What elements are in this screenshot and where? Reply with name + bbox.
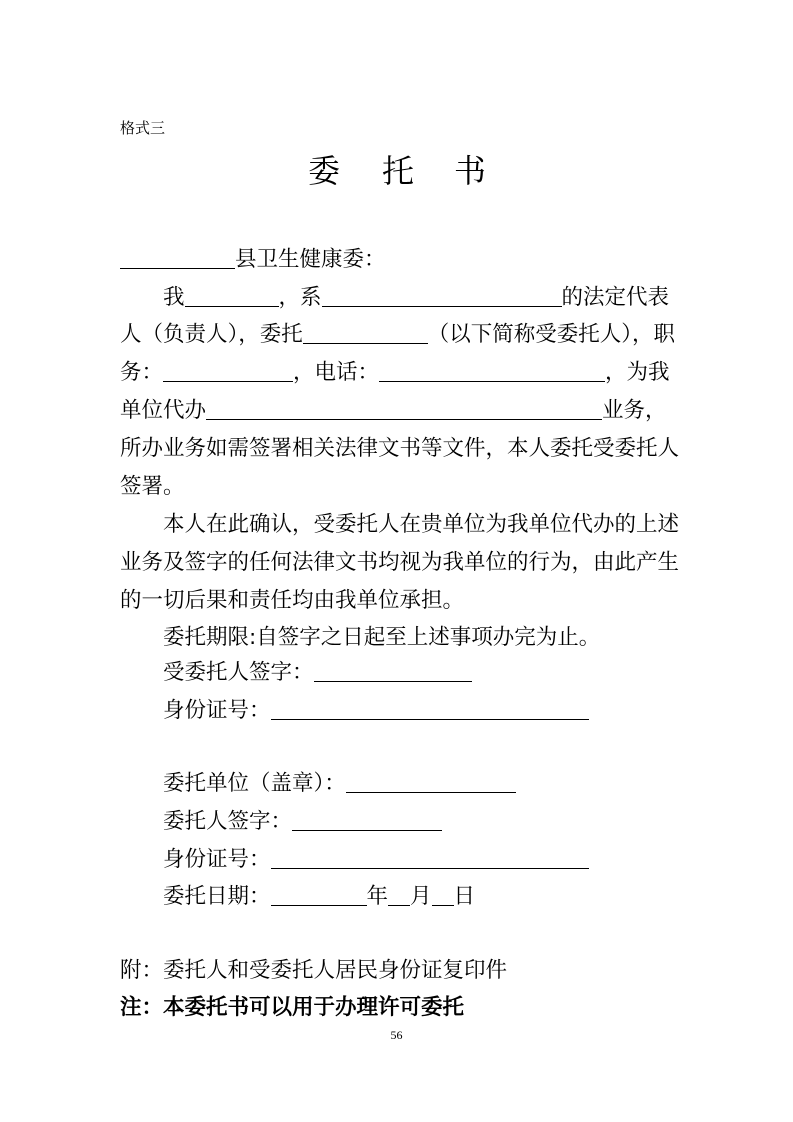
paragraph1-line4 xyxy=(120,398,667,424)
title-char-2: 托 xyxy=(382,152,415,190)
year-blank[interactable] xyxy=(271,885,367,906)
p1l1-pre: 我 xyxy=(163,285,185,310)
paragraph1-line2 xyxy=(120,322,675,348)
paragraph2-line2: 业务及签字的任何法律文书均视为我单位的行为，由此产生 xyxy=(120,550,680,575)
trustee-id-label: 身份证号： xyxy=(163,698,271,723)
trustor-id-line xyxy=(163,847,589,873)
p1l4-pre: 单位代办 xyxy=(120,398,207,423)
trustee-signature-line xyxy=(163,660,472,686)
paragraph1-line6: 签署。 xyxy=(120,474,185,499)
day-label: 日 xyxy=(453,884,476,909)
paragraph1-line3 xyxy=(120,360,670,386)
phone-blank[interactable] xyxy=(379,361,605,382)
p1l3-pre: 务： xyxy=(120,360,164,385)
period-line: 委托期限:自签字之日起至上述事项办完为止。 xyxy=(163,625,601,650)
p1l4-post: 业务， xyxy=(602,398,667,423)
trustor-signature-line xyxy=(163,809,442,835)
addressee-line xyxy=(120,247,386,273)
p1l3-post: ，为我 xyxy=(605,360,670,385)
trustor-id-label: 身份证号： xyxy=(163,847,271,872)
business-blank[interactable] xyxy=(206,399,602,420)
name-blank[interactable] xyxy=(185,286,279,307)
title-char-3: 书 xyxy=(454,152,487,190)
format-label: 格式三 xyxy=(120,119,166,137)
unit-blank[interactable] xyxy=(322,286,562,307)
date-label: 委托日期： xyxy=(163,884,271,909)
note-line: 注：本委托书可以用于办理许可委托 xyxy=(120,995,465,1020)
attachment-line: 附：委托人和受委托人居民身份证复印件 xyxy=(120,958,508,983)
paragraph1-line5: 所办业务如需签署相关法律文书等文件，本人委托受委托人 xyxy=(120,436,680,461)
p1l2-post: （以下简称受委托人），职 xyxy=(427,322,676,347)
trustor-signature-blank[interactable] xyxy=(292,810,442,831)
unit-seal-label: 委托单位（盖章）： xyxy=(163,771,346,796)
unit-seal-blank[interactable] xyxy=(346,772,516,793)
unit-seal-line xyxy=(163,771,516,797)
page-number: 56 xyxy=(390,1028,403,1042)
p1l2-pre: 人（负责人），委托 xyxy=(120,322,303,347)
county-blank[interactable] xyxy=(120,248,235,269)
trustee-id-blank[interactable] xyxy=(271,699,589,720)
day-blank[interactable] xyxy=(432,885,454,906)
paragraph1-line1 xyxy=(163,285,669,311)
year-label: 年 xyxy=(366,884,389,909)
p1l3-mid: ，电话： xyxy=(293,360,380,385)
trustee-id-line xyxy=(163,698,589,724)
trustor-signature-label: 委托人签字： xyxy=(163,809,293,834)
trustor-id-blank[interactable] xyxy=(271,848,589,869)
p1l1-post: 的法定代表 xyxy=(561,285,670,310)
addressee-suffix: 县卫生健康委： xyxy=(235,247,386,272)
position-blank[interactable] xyxy=(163,361,293,382)
title-char-1: 委 xyxy=(308,152,341,190)
month-label: 月 xyxy=(410,884,432,909)
trustee-signature-label: 受委托人签字： xyxy=(163,660,314,685)
date-line xyxy=(163,884,475,910)
trustee-name-blank[interactable] xyxy=(303,323,428,344)
p1l1-mid: ，系 xyxy=(278,285,322,310)
month-blank[interactable] xyxy=(388,885,410,906)
trustee-signature-blank[interactable] xyxy=(314,661,472,682)
paragraph2-line1: 本人在此确认，受委托人在贵单位为我单位代办的上述 xyxy=(163,512,680,537)
paragraph2-line3: 的一切后果和责任均由我单位承担。 xyxy=(120,588,465,613)
